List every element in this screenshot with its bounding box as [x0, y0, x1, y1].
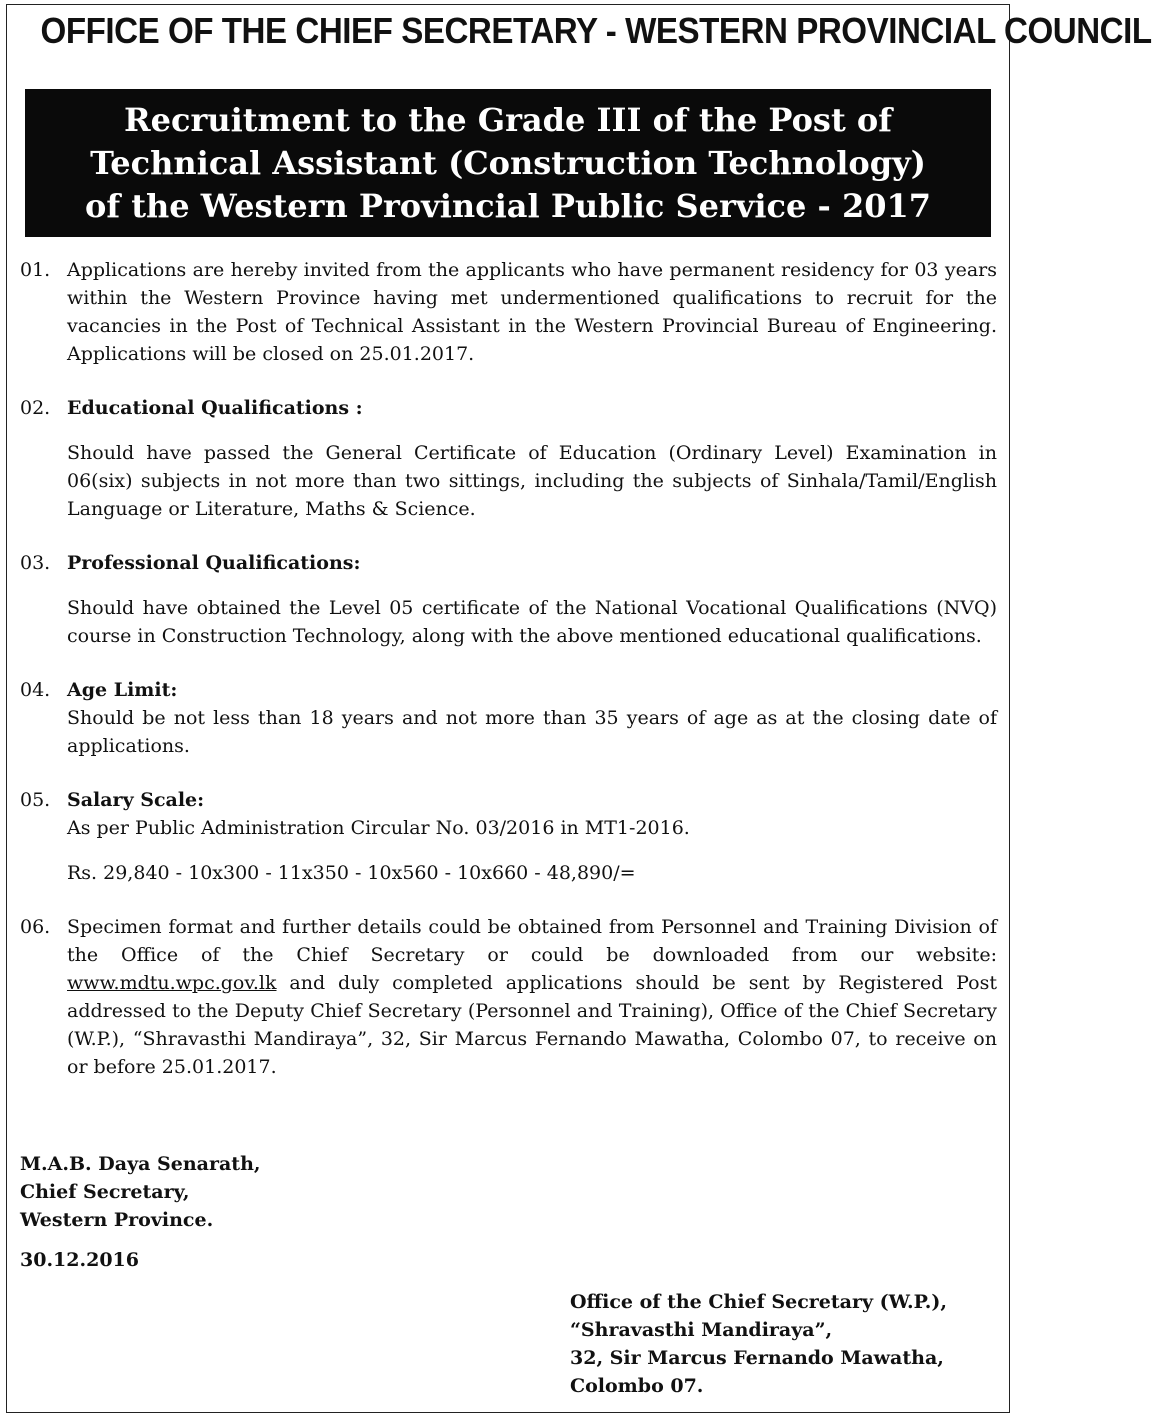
item-heading: Educational Qualifications :	[67, 397, 363, 419]
item-heading: Age Limit:	[67, 679, 178, 701]
office-title: OFFICE OF THE CHIEF SECRETARY - WESTERN PROVINCIAL COUNCIL	[40, 10, 1152, 51]
item-number: 04.	[20, 679, 51, 701]
item-text: Should have obtained the Level 05 certificate of the National Vocational Qualifications (NVQ) course in Construction Technology, along with the above mentioned educational qualifications.	[67, 597, 997, 647]
item-number: 06.	[20, 916, 51, 938]
banner-line-2: Technical Assistant (Construction Technology)	[90, 143, 926, 182]
banner-line-1: Recruitment to the Grade III of the Post of	[124, 100, 892, 139]
address-line-2: “Shravasthi Mandiraya”,	[570, 1319, 833, 1341]
item-text: Should have passed the General Certificate of Education (Ordinary Level) Examination in 06(six) subjects in not more than two sittings, including the subjects of Sinhala/Tamil/English Language or Literature, Maths & Science.	[67, 442, 997, 520]
signature-block	[20, 1150, 261, 1234]
item-number: 01.	[20, 259, 51, 281]
signature-date: 30.12.2016	[20, 1249, 139, 1271]
address-line-1: Office of the Chief Secretary (W.P.),	[570, 1291, 947, 1313]
signatory-name: M.A.B. Daya Senarath,	[20, 1153, 261, 1175]
item-01	[20, 256, 997, 368]
address-line-3: 32, Sir Marcus Fernando Mawatha,	[570, 1347, 944, 1369]
address-line-4: Colombo 07.	[570, 1375, 704, 1397]
item-05	[20, 786, 997, 887]
item-02	[20, 394, 997, 523]
salary-scale: Rs. 29,840 - 10x300 - 11x350 - 10x560 - 10x660 - 48,890/=	[67, 862, 636, 884]
notice-items	[20, 256, 997, 1107]
signatory-province: Western Province.	[20, 1209, 214, 1231]
item-text-before: Specimen format and further details could be obtained from Personnel and Training Division of the Office of the Chief Secretary or could be downloaded from our website:	[67, 916, 997, 966]
item-heading: Salary Scale:	[67, 789, 205, 811]
signatory-title: Chief Secretary,	[20, 1181, 190, 1203]
item-text	[67, 913, 997, 1081]
item-number: 05.	[20, 789, 51, 811]
banner-line-3: of the Western Provincial Public Service - 2017	[84, 186, 932, 225]
title-banner	[25, 89, 991, 237]
item-06	[20, 913, 997, 1081]
website-link[interactable]: www.mdtu.wpc.gov.lk	[67, 972, 277, 994]
item-text: Should be not less than 18 years and not more than 35 years of age as at the closing date of applications.	[67, 707, 997, 757]
item-heading: Professional Qualifications:	[67, 552, 361, 574]
item-text-after: and duly completed applications should be sent by Registered Post addressed to the Deputy Chief Secretary (Personnel and Training), Office of the Chief Secretary (W.P.), “Shravasthi Mandiraya”, 32, Sir Marcus Fernando Mawatha, Colombo 07, to receive on or before 25.01.2017.	[67, 972, 997, 1078]
item-03	[20, 549, 997, 650]
office-address	[570, 1288, 947, 1400]
item-number: 03.	[20, 552, 51, 574]
item-04	[20, 676, 997, 760]
item-text: As per Public Administration Circular No. 03/2016 in MT1-2016.	[67, 817, 690, 839]
item-text: Applications are hereby invited from the applicants who have permanent residency for 03 years within the Western Province having met undermentioned qualifications to recruit for the vacancies in the Post of Technical Assistant in the Western Provincial Bureau of Engineering. Applications will be closed on 25.01.2017.	[67, 259, 997, 365]
item-number: 02.	[20, 397, 51, 419]
